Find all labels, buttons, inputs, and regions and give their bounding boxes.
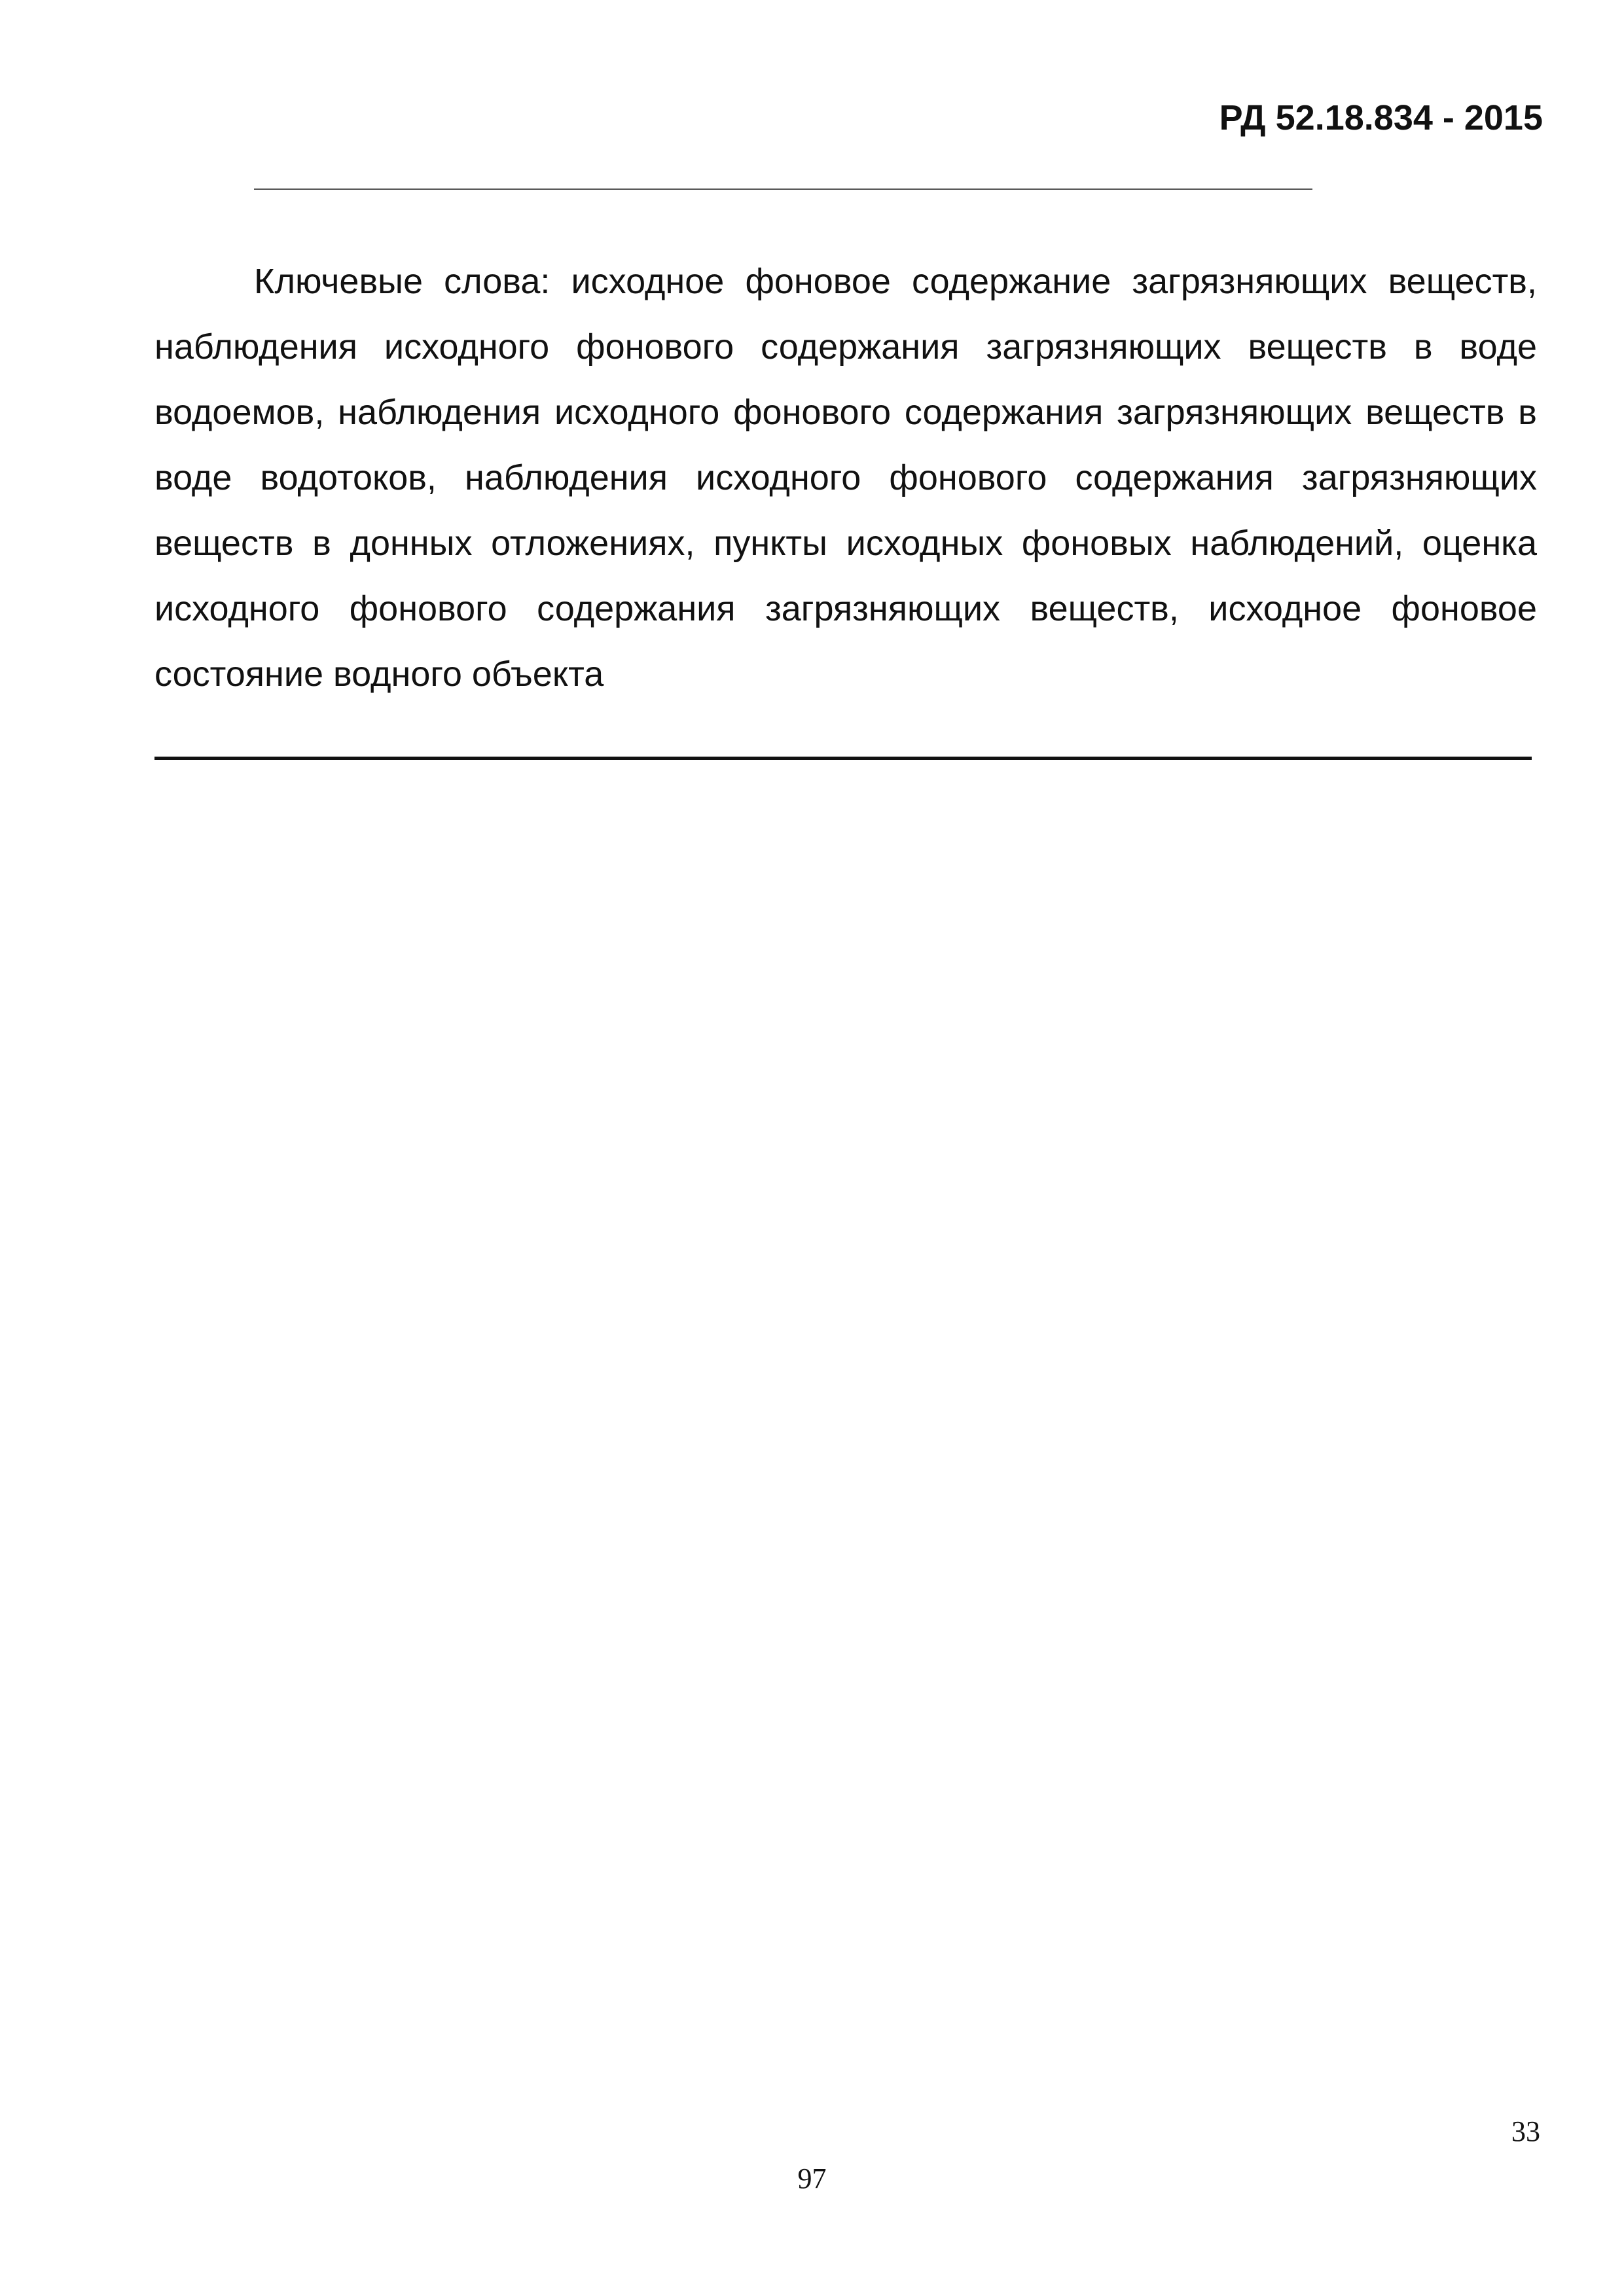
keywords-paragraph: Ключевые слова: исходное фоновое содержание загрязняющих веществ, наблюдения исходного фонового содержания загрязняющих веществ в воде водоемов, наблюдения исходного фонового содержания загрязняющих веществ в воде водотоков, наблюдения исходного фонового содержания загрязняющих веществ в донных отложениях, пункты исходных фоновых наблюдений, оценка исходного фонового содержания загрязняющих веществ, исходное фоновое состояние водного объекта (154, 262, 1537, 694)
page-number-center: 97 (797, 2162, 827, 2195)
document-code: РД 52.18.834 - 2015 (1219, 98, 1543, 137)
section-divider (154, 757, 1532, 760)
page-number-right: 33 (1511, 2115, 1540, 2147)
header-divider (254, 188, 1312, 190)
